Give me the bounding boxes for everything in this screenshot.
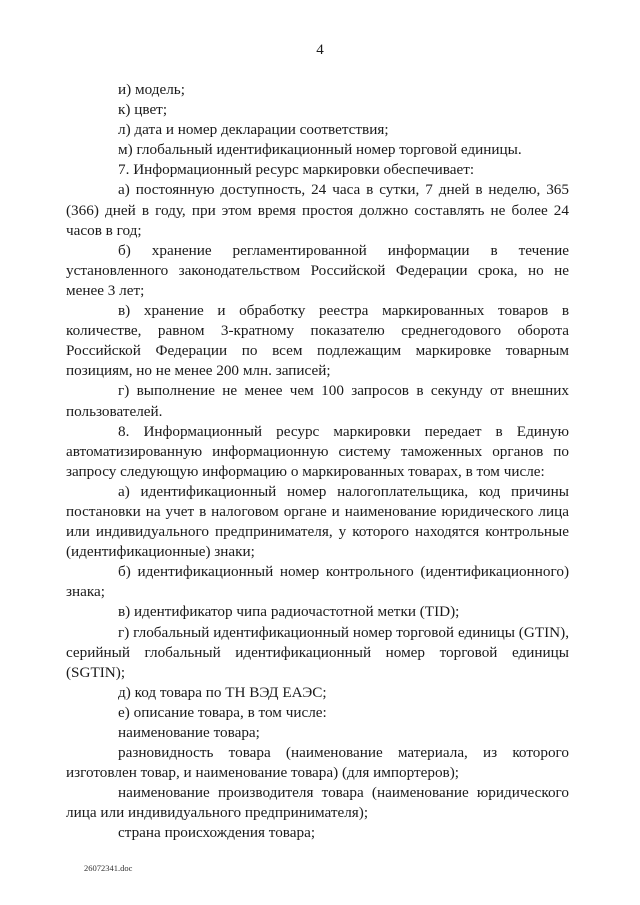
paragraph: б) хранение регламентированной информации в течение установленного законодательством Российской Федерации срока, но не менее 3 лет;: [66, 241, 569, 299]
paragraph: м) глобальный идентификационный номер торговой единицы.: [118, 141, 522, 159]
paragraph: разновидность товара (наименование материала, из которого изготовлен товар, и наименование товара) (для импортеров);: [66, 744, 569, 782]
paragraph: г) выполнение не менее чем 100 запросов в секунду от внешних пользователей.: [66, 382, 569, 420]
paragraph: г) глобальный идентификационный номер торговой единицы (GTIN), серийный глобальный идентификационный номер торговой единицы (SGTIN);: [66, 623, 569, 681]
file-name-footer: 26072341.doc: [84, 863, 133, 873]
paragraph: страна происхождения товара;: [118, 824, 316, 842]
paragraph: л) дата и номер декларации соответствия;: [118, 121, 389, 139]
paragraph: и) модель;: [118, 81, 185, 98]
paragraph: наименование товара;: [118, 724, 260, 741]
page-number: 4: [316, 42, 324, 58]
paragraph: а) постоянную доступность, 24 часа в сутки, 7 дней в неделю, 365 (366) дней в году, при этом время простоя должно составлять не более 24 часов в год;: [66, 181, 569, 239]
paragraph: б) идентификационный номер контрольного (идентификационного) знака;: [66, 563, 569, 601]
paragraph: в) идентификатор чипа радиочастотной метки (TID);: [118, 603, 460, 621]
paragraph: к) цвет;: [118, 101, 168, 119]
paragraph: наименование производителя товара (наименование юридического лица или индивидуального предпринимателя);: [66, 784, 569, 822]
paragraph: д) код товара по ТН ВЭД ЕАЭС;: [118, 683, 327, 701]
document-body: [66, 80, 569, 844]
paragraph: в) хранение и обработку реестра маркированных товаров в количестве, равном 3-кратному показателю среднегодового оборота Российской Федерации по всем подлежащим маркировке товарным позициям, но не менее 200 млн. записей;: [66, 302, 569, 380]
paragraph: 8. Информационный ресурс маркировки передает в Единую автоматизированную информационную систему таможенных органов по запросу следующую информацию о маркированных товарах, в том числе:: [66, 422, 569, 480]
paragraph: а) идентификационный номер налогоплательщика, код причины постановки на учет в налоговом органе и наименование юридического лица или индивидуального предпринимателя, у которого находятся контрольные (идентификационные) знаки;: [66, 482, 569, 561]
paragraph: 7. Информационный ресурс маркировки обеспечивает:: [118, 161, 475, 179]
paragraph: е) описание товара, в том числе:: [118, 703, 327, 721]
